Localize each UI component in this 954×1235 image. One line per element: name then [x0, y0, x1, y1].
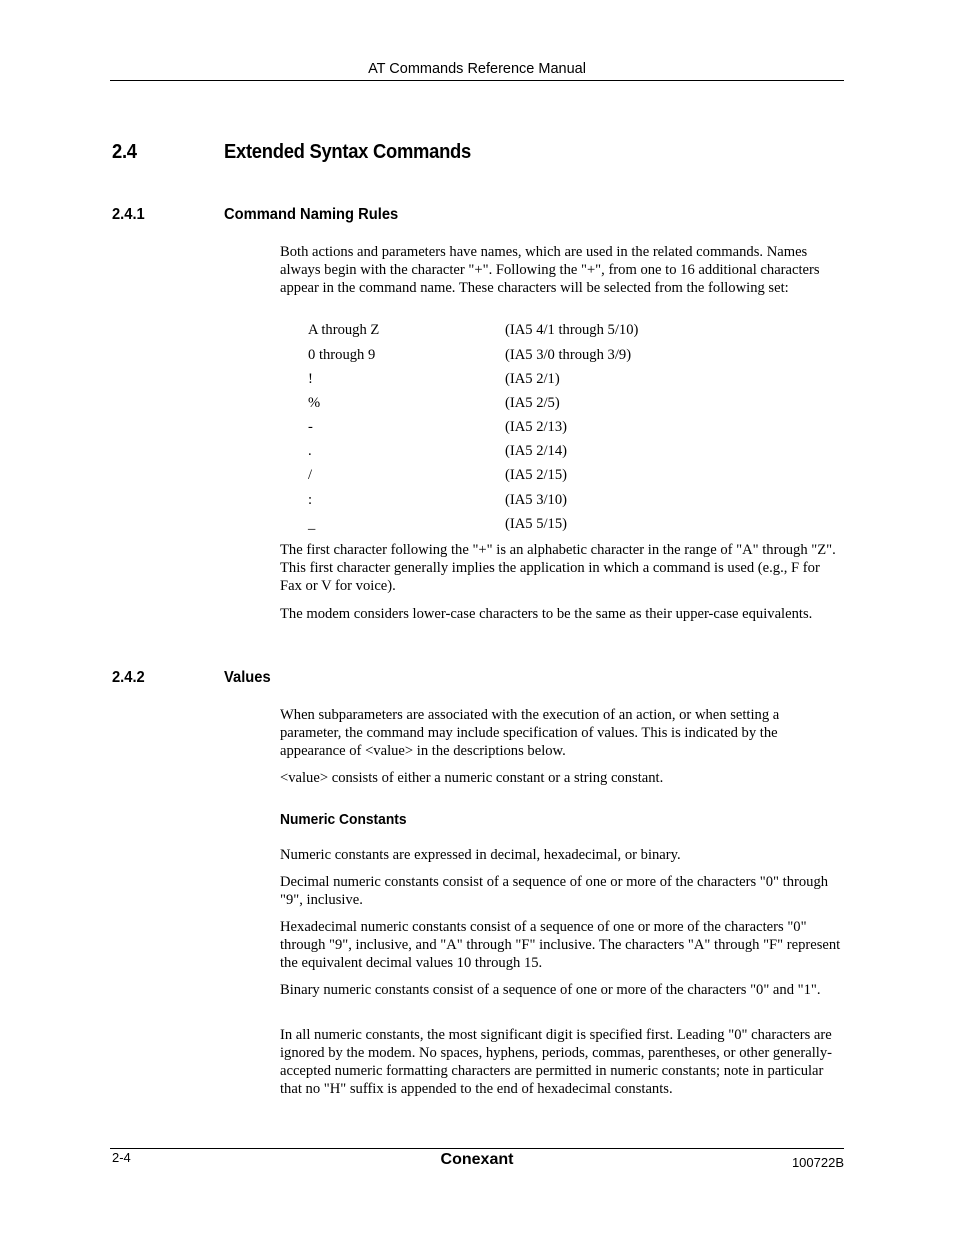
ia5-code: (IA5 3/0 through 3/9): [505, 347, 632, 363]
character-set-row: [308, 516, 808, 536]
company-name: Conexant: [440, 1151, 514, 1168]
case-paragraph: The modem considers lower-case characters to be the same as their upper-case equivalents.: [280, 606, 813, 622]
character-range: A through Z: [308, 322, 380, 338]
ia5-code: (IA5 2/15): [505, 467, 568, 483]
character-range: :: [308, 492, 313, 508]
ia5-code: (IA5 2/13): [505, 419, 568, 435]
character-range: %: [308, 395, 321, 411]
ia5-code: (IA5 4/1 through 5/10): [505, 322, 639, 338]
character-range: _: [308, 516, 316, 532]
character-set-row: [308, 467, 808, 487]
values-paragraph: When subparameters are associated with the execution of an action, or when setting a parameter, the command may include specification of values. This is indicated by the appearance of <value> in the descriptions below.: [280, 707, 780, 759]
first-character-paragraph: The first character following the "+" is an alphabetic character in the range of "A" through "Z". This first character generally implies the application in which a command is used (e.g., F for Fax or V for voice).: [280, 542, 836, 594]
document-number: 100722B: [791, 1155, 844, 1170]
character-range: 0 through 9: [308, 347, 376, 363]
character-range: -: [308, 419, 313, 435]
naming-intro-paragraph: Both actions and parameters have names, which are used in the related commands. Names always begin with the character "+". Following the "+", from one to 16 additional characters appear in the command name. These characters will be selected from the following set:: [280, 244, 820, 296]
significant-digit-paragraph: In all numeric constants, the most significant digit is specified first. Leading "0" characters are ignored by the modem. No spaces, hyphens, periods, commas, parentheses, or other generally-accepted numeric formatting characters are permitted in numeric constants; note in particular that no "H" suffix is appended to the end of hexadecimal constants.: [280, 1027, 832, 1097]
hexadecimal-paragraph: Hexadecimal numeric constants consist of a sequence of one or more of the characters "0" through "9", inclusive, and "A" through "F" inclusive. The characters "A" through "F" represent the equivalent decimal values 10 through 15.: [280, 919, 841, 971]
subsection-number-naming: 2.4.1: [112, 206, 145, 223]
character-set-row: [308, 371, 808, 391]
section-title: Extended Syntax Commands: [224, 141, 471, 163]
numeric-forms-paragraph: Numeric constants are expressed in decimal, hexadecimal, or binary.: [280, 847, 681, 863]
subsection-title-values: Values: [224, 669, 271, 686]
character-set-row: [308, 322, 808, 342]
ia5-code: (IA5 3/10): [505, 492, 568, 508]
character-set-row: [308, 395, 808, 415]
ia5-code: (IA5 2/14): [505, 443, 568, 459]
character-range: !: [308, 371, 313, 387]
value-definition-paragraph: <value> consists of either a numeric constant or a string constant.: [280, 770, 664, 786]
character-set-row: [308, 419, 808, 439]
character-set-row: [308, 443, 808, 463]
character-set-row: [308, 492, 808, 512]
section-number: 2.4: [112, 141, 137, 163]
ia5-code: (IA5 2/5): [505, 395, 560, 411]
character-range: .: [308, 443, 312, 459]
character-set-row: [308, 347, 808, 367]
character-range: /: [308, 467, 313, 483]
header-rule: [110, 80, 844, 81]
binary-paragraph: Binary numeric constants consist of a sequence of one or more of the characters "0" and "1".: [280, 982, 821, 998]
subsection-title-naming: Command Naming Rules: [224, 206, 399, 223]
numeric-constants-heading: Numeric Constants: [280, 811, 407, 828]
footer-rule: [110, 1148, 844, 1149]
ia5-code: (IA5 2/1): [505, 371, 560, 387]
ia5-code: (IA5 5/15): [505, 516, 568, 532]
decimal-paragraph: Decimal numeric constants consist of a sequence of one or more of the characters "0" through "9", inclusive.: [280, 874, 829, 908]
running-header: AT Commands Reference Manual: [368, 61, 586, 77]
subsection-number-values: 2.4.2: [112, 669, 145, 686]
page-number: 2-4: [112, 1150, 131, 1165]
